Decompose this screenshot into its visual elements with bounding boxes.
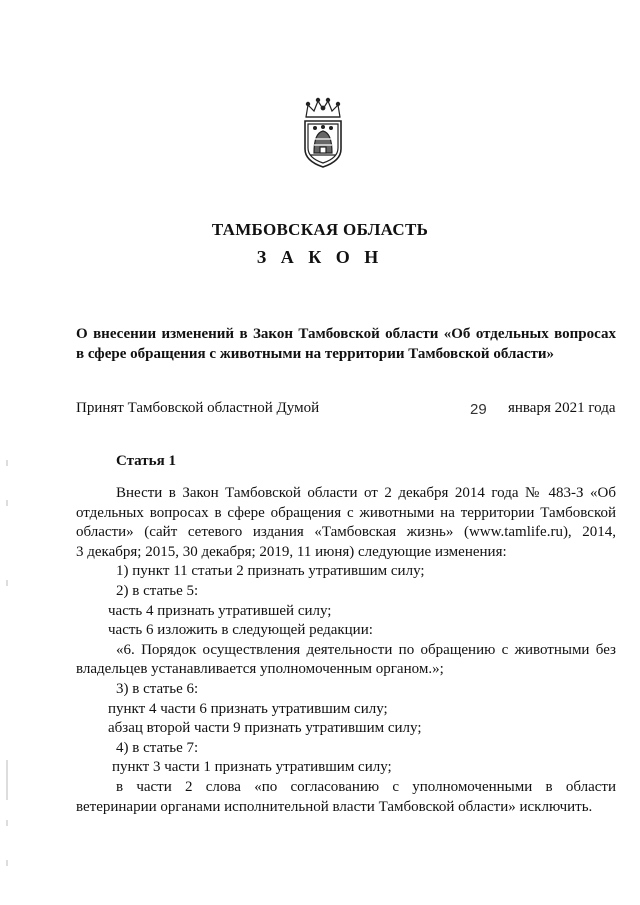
adopted-date: января 2021 года (508, 400, 616, 416)
body-line: «6. Порядок осуществления деятельности по обращению с животными без (116, 641, 616, 658)
adopted-by: Принят Тамбовской областной Думой (76, 400, 320, 416)
region-heading: ТАМБОВСКАЯ ОБЛАСТЬ (211, 220, 429, 239)
law-subject-title (76, 324, 616, 364)
body-line: отдельных вопросах в сфере обращения с животными на территории Тамбовской (76, 504, 616, 521)
body-line: часть 4 признать утратившей силу; (108, 602, 332, 619)
body-line: 4) в статье 7: (116, 739, 199, 756)
body-line: 1) пункт 11 статьи 2 признать утратившим силу; (116, 563, 425, 580)
coat-of-arms-emblem (298, 97, 348, 169)
body-line: владельцев устанавливается уполномоченным органом.»; (76, 661, 444, 678)
body-line: Внести в Закон Тамбовской области от 2 декабря 2014 года № 483-З «Об (116, 485, 616, 501)
law-heading: З А К О Н (256, 247, 384, 267)
body-line: 2) в статье 5: (116, 582, 199, 599)
subject-line-1: О внесении изменений в Закон Тамбовской области «Об отдельных вопросах (76, 326, 616, 342)
body-line: 3) в статье 6: (116, 680, 199, 697)
body-line: 3 декабря; 2015, 30 декабря; 2019, 11 июня) следующие изменения: (76, 543, 507, 560)
article-title: Статья 1 (116, 453, 176, 469)
body-line: часть 6 изложить в следующей редакции: (108, 622, 373, 639)
scan-edge-marks (6, 460, 8, 880)
body-line: области» (сайт сетевого издания «Тамбовская жизнь» (www.tamlife.ru), 2014, (76, 524, 616, 541)
body-line: пункт 4 части 6 признать утратившим силу; (108, 700, 388, 717)
body-line: в части 2 слова «по согласованию с уполномоченными в области (116, 778, 616, 795)
body-line: пункт 3 части 1 признать утратившим силу; (112, 759, 392, 776)
subject-line-2: в сфере обращения с животными на территории Тамбовской области» (76, 346, 555, 362)
body-line: ветеринарии органами исполнительной власти Тамбовской области» исключить. (76, 798, 593, 815)
article-body (76, 484, 616, 817)
body-line: абзац второй части 9 признать утратившим силу; (108, 720, 422, 737)
adopted-day: 29 (470, 401, 487, 418)
